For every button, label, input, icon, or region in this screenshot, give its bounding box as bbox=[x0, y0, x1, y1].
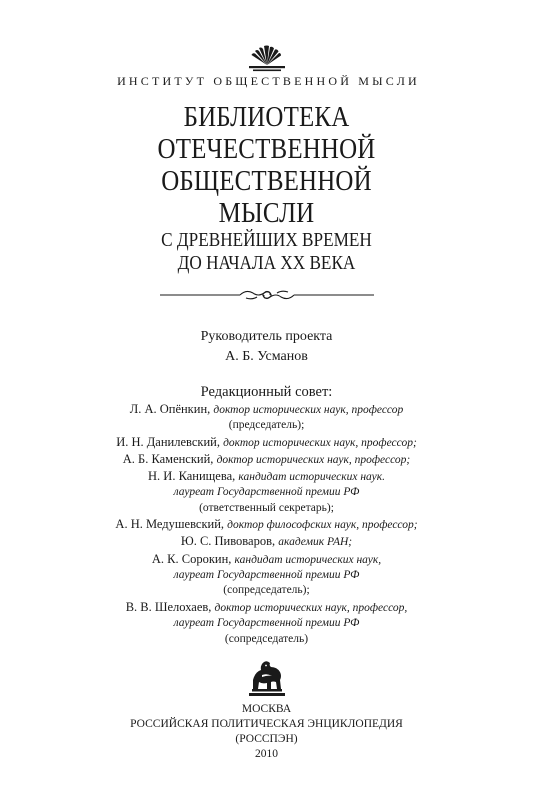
member-credentials: кандидат исторических наук, bbox=[234, 553, 382, 566]
editorial-council bbox=[0, 383, 533, 647]
council-member bbox=[0, 468, 533, 485]
council-member bbox=[0, 599, 533, 616]
imprint bbox=[0, 702, 533, 762]
subtitle-line: С ДРЕВНЕЙШИХ ВРЕМЕН bbox=[161, 229, 372, 251]
member-award: лауреат Государственной премии РФ bbox=[173, 568, 360, 581]
fan-ornament-icon bbox=[245, 43, 289, 73]
member-role: (председатель); bbox=[228, 419, 305, 432]
member-role: (ответственный секретарь); bbox=[199, 501, 334, 514]
member-credentials: кандидат исторических наук. bbox=[238, 471, 385, 484]
council-title: Редакционный совет: bbox=[200, 384, 333, 400]
member-name: И. Н. Данилевский, bbox=[116, 434, 220, 449]
subtitle-line: ДО НАЧАЛА XX ВЕКА bbox=[177, 252, 356, 274]
member-award: лауреат Государственной премии РФ bbox=[173, 486, 360, 499]
title-line: МЫСЛИ bbox=[218, 197, 315, 229]
member-name: А. Н. Медушевский, bbox=[115, 517, 225, 532]
member-credentials: академик РАН; bbox=[278, 536, 353, 549]
member-name: А. К. Сорокин, bbox=[151, 551, 232, 566]
council-member bbox=[0, 533, 533, 550]
member-role: (сопредседатель); bbox=[223, 584, 310, 597]
imprint-publisher: РОССИЙСКАЯ ПОЛИТИЧЕСКАЯ ЭНЦИКЛОПЕДИЯ bbox=[130, 718, 403, 730]
member-credentials: доктор исторических наук, профессор, bbox=[214, 601, 408, 614]
imprint-year: 2010 bbox=[255, 748, 278, 760]
council-member bbox=[0, 434, 533, 451]
council-member bbox=[0, 551, 533, 568]
member-credentials: доктор исторических наук, профессор bbox=[213, 404, 404, 416]
member-credentials: доктор исторических наук, профессор; bbox=[223, 436, 417, 449]
institute-name: ИНСТИТУТ ОБЩЕСТВЕННОЙ МЫСЛИ bbox=[117, 74, 420, 88]
member-name: В. В. Шелохаев, bbox=[125, 599, 212, 614]
member-name: А. Б. Каменский, bbox=[122, 451, 214, 466]
leader-name: А. Б. Усманов bbox=[225, 349, 308, 364]
flourish-divider-icon bbox=[160, 287, 374, 303]
member-role: (сопредседатель) bbox=[224, 632, 309, 645]
member-name: Ю. С. Пивоваров, bbox=[180, 534, 276, 549]
member-credentials: доктор философских наук, профессор; bbox=[227, 519, 418, 532]
council-member bbox=[0, 516, 533, 533]
publisher-horse-emblem-icon bbox=[247, 658, 287, 698]
title-line: БИБЛИОТЕКА bbox=[183, 101, 350, 133]
member-credentials: доктор исторических наук, профессор; bbox=[216, 453, 411, 466]
member-name: Н. И. Канищева, bbox=[148, 469, 236, 484]
imprint-city: МОСКВА bbox=[241, 703, 292, 715]
member-award: лауреат Государственной премии РФ bbox=[173, 617, 360, 630]
book-title bbox=[0, 101, 533, 275]
title-line: ОТЕЧЕСТВЕННОЙ bbox=[157, 133, 376, 165]
imprint-publisher-abbr: (РОССПЭН) bbox=[235, 733, 298, 745]
member-name: Л. А. Опёнкин, bbox=[129, 402, 211, 416]
leader-label: Руководитель проекта bbox=[200, 329, 333, 344]
council-member bbox=[0, 401, 533, 418]
title-line: ОБЩЕСТВЕННОЙ bbox=[161, 165, 372, 197]
council-member bbox=[0, 451, 533, 468]
project-leader bbox=[0, 327, 533, 367]
